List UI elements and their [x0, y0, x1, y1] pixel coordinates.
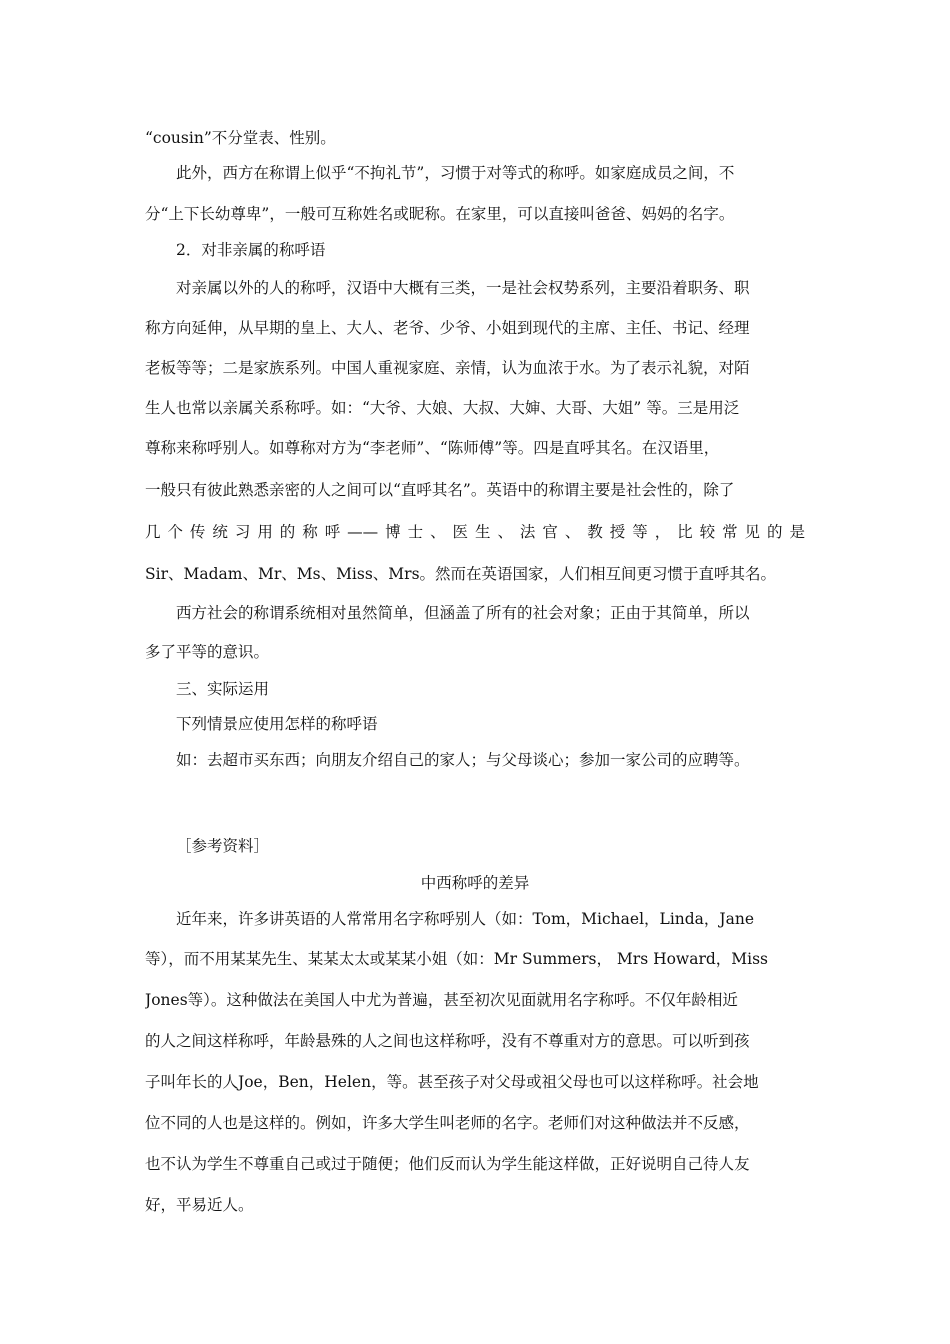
paragraph-line: 一般只有彼此熟悉亲密的人之间可以“直呼其名”。英语中的称谓主要是社会性的，除了 — [145, 481, 735, 499]
paragraph-line: 多了平等的意识。 — [145, 643, 270, 661]
reference-label: ［参考资料］ — [176, 837, 270, 855]
paragraph-line: 如：去超市买东西；向朋友介绍自己的家人；与父母谈心；参加一家公司的应聘等。 — [176, 751, 750, 769]
paragraph-line: 分“上下长幼尊卑”，一般可互称姓名或昵称。在家里，可以直接叫爸爸、妈妈的名字。 — [145, 205, 735, 223]
paragraph-line: 几个传统习用的称呼——博士、医生、法官、教授等，比较常见的是 — [145, 523, 805, 541]
paragraph-line: 西方社会的称谓系统相对虽然简单，但涵盖了所有的社会对象；正由于其简单，所以 — [176, 604, 750, 622]
paragraph-line: 近年来，许多讲英语的人常常用名字称呼别人（如：Tom，Michael，Linda，Jane — [176, 910, 755, 928]
paragraph-line: 下列情景应使用怎样的称呼语 — [176, 715, 378, 733]
paragraph-line: 对亲属以外的人的称呼，汉语中大概有三类，一是社会权势系列，主要沿着职务、职 — [176, 279, 750, 297]
paragraph-line: Sir、Madam、Mr、Ms、Miss、Mrs。然而在英语国家，人们相互间更习惯于直呼其名。 — [145, 565, 777, 583]
paragraph-line: 的人之间这样称呼，年龄悬殊的人之间也这样称呼，没有不尊重对方的意思。可以听到孩 — [145, 1032, 750, 1050]
paragraph-line: “cousin”不分堂表、性别。 — [145, 129, 336, 147]
paragraph-line: Jones等）。这种做法在美国人中尤为普遍，甚至初次见面就用名字称呼。不仅年龄相近 — [145, 991, 738, 1009]
section-heading: 三、实际运用 — [176, 680, 270, 698]
reference-title: 中西称呼的差异 — [420, 874, 530, 892]
paragraph-line: 也不认为学生不尊重自己或过于随便；他们反而认为学生能这样做，正好说明自己待人友 — [145, 1155, 750, 1173]
paragraph-line: 称方向延伸，从早期的皇上、大人、老爷、少爷、小姐到现代的主席、主任、书记、经理 — [145, 319, 750, 337]
paragraph-line: 尊称来称呼别人。如尊称对方为“李老师”、“陈师傅”等。四是直呼其名。在汉语里， — [145, 439, 720, 457]
paragraph-line: 此外，西方在称谓上似乎“不拘礼节”，习惯于对等式的称呼。如家庭成员之间，不 — [176, 164, 735, 182]
paragraph-line: 好，平易近人。 — [145, 1196, 254, 1214]
paragraph-line: 生人也常以亲属关系称呼。如：“大爷、大娘、大叔、大婶、大哥、大姐” 等。三是用泛 — [145, 399, 740, 417]
paragraph-line: 等），而不用某某先生、某某太太或某某小姐（如：Mr Summers， Mrs Howard，Miss — [145, 950, 769, 968]
section-heading: 2．对非亲属的称呼语 — [176, 241, 326, 259]
paragraph-line: 子叫年长的人Joe，Ben，Helen，等。甚至孩子对父母或祖父母也可以这样称呼。社会地 — [145, 1073, 759, 1091]
paragraph-line: 老板等等；二是家族系列。中国人重视家庭、亲情，认为血浓于水。为了表示礼貌，对陌 — [145, 359, 750, 377]
paragraph-line: 位不同的人也是这样的。例如，许多大学生叫老师的名字。老师们对这种做法并不反感， — [145, 1114, 750, 1132]
